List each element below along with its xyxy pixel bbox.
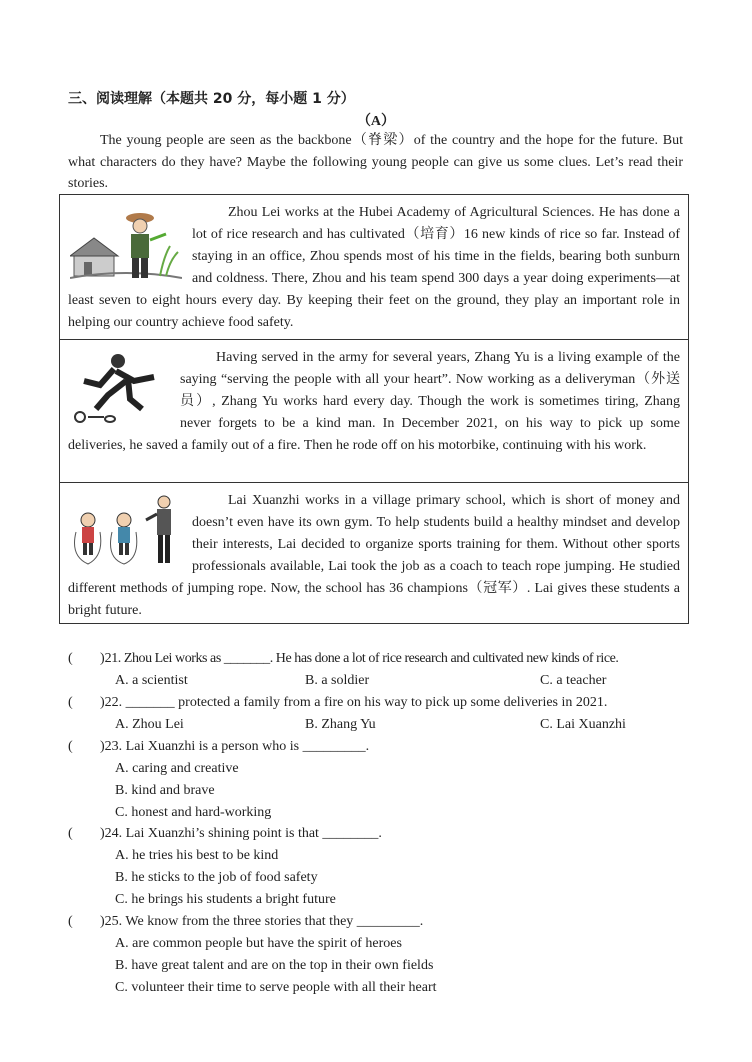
story-text: Zhou Lei works at the Hubei Academy of Agricultural Sciences. He has done a lot of rice research and has cultivated（培育）16 new kinds of rice so far. Instead of staying in an office, Zhou spends most of his time in the fields, bearing both sunburn and coldness. There, Zhou and his team spend 300 days a year doing experiments—at least seven to eight hours every day. By keeping their feet on the ground, they play an important role in helping our country achieve food safety. <box>68 205 680 330</box>
option-b[interactable]: B. he sticks to the job of food safety <box>115 870 318 885</box>
question-25 <box>68 914 423 930</box>
part-label: （A） <box>356 114 396 129</box>
story-lai-xuanzhi <box>60 483 688 623</box>
answer-paren[interactable]: ( <box>68 826 73 841</box>
option-a[interactable]: A. a scientist <box>115 673 188 688</box>
runner-illustration <box>70 351 170 427</box>
story-text: Lai Xuanzhi works in a village primary school, which is short of money and doesn’t even have its own gym. To help students build a healthy mindset and develop their interests, Lai decided to organize sports training for them. Without other sports professionals available, Lai took the job as a coach to teach rope jumping. He studied different methods of jumping rope. Now, the school has 36 champions（冠军）. Lai gives these students a bright future. <box>68 493 680 618</box>
question-22 <box>68 695 607 711</box>
option-b[interactable]: B. Zhang Yu <box>305 717 376 732</box>
option-c[interactable]: C. he brings his students a bright future <box>115 892 336 907</box>
intro-paragraph: The young people are seen as the backbone（脊梁）of the country and the hope for the future. But what characters do they have? Maybe the following young people can give us some clues. Let’s read their stories. <box>68 133 683 192</box>
story-zhou-lei <box>60 195 688 340</box>
stories-box <box>59 194 689 624</box>
story-zhang-yu <box>60 340 688 483</box>
option-a[interactable]: A. caring and creative <box>115 761 239 776</box>
option-c[interactable]: C. volunteer their time to serve people with all their heart <box>115 980 437 995</box>
rope-jumping-illustration <box>70 494 182 568</box>
option-b[interactable]: B. a soldier <box>305 673 370 688</box>
option-b[interactable]: B. have great talent and are on the top in their own fields <box>115 958 434 973</box>
question-stem: 25. We know from the three stories that they _________. <box>104 914 424 929</box>
answer-paren[interactable]: ( <box>68 695 73 710</box>
question-stem: 22. _______ protected a family from a fire on his way to pick up some deliveries in 2021. <box>104 695 608 710</box>
story-text: Having served in the army for several years, Zhang Yu is a living example of the saying “serving the people with all your heart”. Now working as a deliveryman（外送员）, Zhang Yu works hard every day. Though the work is sometimes tiring, Zhang never forgets to be a kind man. In December 2021, on his way to pick up some deliveries, he saved a family out of a fire. Then he rode off on his motorbike, continuing with his work. <box>68 350 680 453</box>
option-c[interactable]: C. a teacher <box>540 673 607 688</box>
answer-paren-close: ) <box>100 739 105 754</box>
option-b[interactable]: B. kind and brave <box>115 783 215 798</box>
option-a[interactable]: A. he tries his best to be kind <box>115 848 279 863</box>
question-stem: 24. Lai Xuanzhi’s shining point is that ________. <box>104 826 382 841</box>
answer-paren-close: ) <box>100 826 105 841</box>
question-24 <box>68 826 382 842</box>
answer-paren[interactable]: ( <box>68 914 73 929</box>
option-a[interactable]: A. are common people but have the spirit of heroes <box>115 936 402 951</box>
question-23 <box>68 739 369 755</box>
answer-paren-close: ) <box>100 651 105 666</box>
option-c[interactable]: C. Lai Xuanzhi <box>540 717 626 732</box>
question-stem: 21. Zhou Lei works as _______. He has done a lot of rice research and cultivated new kinds of rice. <box>104 651 619 666</box>
farmer-illustration <box>70 206 182 286</box>
section-title: 三、阅读理解（本题共 20 分，每小题 1 分） <box>68 91 355 107</box>
question-21 <box>68 651 618 667</box>
answer-paren-close: ) <box>100 914 105 929</box>
option-a[interactable]: A. Zhou Lei <box>115 717 184 732</box>
answer-paren-close: ) <box>100 695 105 710</box>
option-c[interactable]: C. honest and hard-working <box>115 805 272 820</box>
question-stem: 23. Lai Xuanzhi is a person who is _________. <box>104 739 370 754</box>
answer-paren[interactable]: ( <box>68 651 73 666</box>
answer-paren[interactable]: ( <box>68 739 73 754</box>
